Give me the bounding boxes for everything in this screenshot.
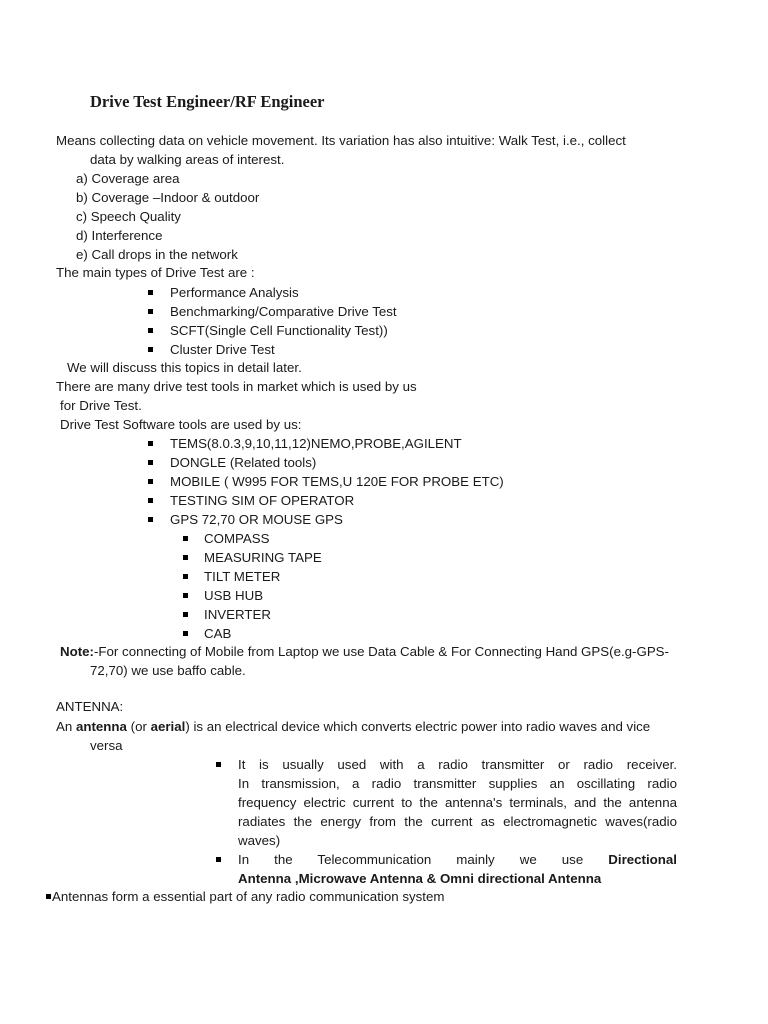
bullet-square-icon [148, 441, 153, 446]
types-heading: The main types of Drive Test are : [56, 265, 255, 280]
bullet-square-icon [148, 479, 153, 484]
discuss-later-line: We will discuss this topics in detail later. [67, 360, 302, 375]
software-tool-item: MOBILE ( W995 FOR TEMS,U 120E FOR PROBE ETC) [170, 474, 504, 489]
accessory-item: COMPASS [204, 531, 270, 546]
bullet-square-icon [183, 593, 188, 598]
bullet-square-icon [148, 460, 153, 465]
antenna-bullet-2-line [238, 850, 677, 869]
antenna-bullet-2-line-2: Antenna ,Microwave Antenna & Omni directional Antenna [238, 871, 602, 886]
antenna-closing-line: Antennas form a essential part of any radio communication system [52, 889, 445, 904]
bullet-2-bold: Directional [608, 852, 677, 867]
antenna-bullet-1-line: waves) [238, 833, 281, 848]
page-title: Drive Test Engineer/RF Engineer [90, 92, 325, 111]
accessory-item: MEASURING TAPE [204, 550, 322, 565]
bullet-square-icon [183, 612, 188, 617]
bullet-square-icon [148, 290, 153, 295]
accessory-item: USB HUB [204, 588, 264, 603]
antenna-bullet-1-line: frequency electric current to the antenna's terminals, and the antenna [238, 795, 677, 810]
antenna-heading: ANTENNA: [56, 699, 124, 714]
note-label: Note: [60, 644, 94, 659]
software-tool-item: DONGLE (Related tools) [170, 455, 317, 470]
note-line-1 [60, 643, 669, 661]
type-item: Cluster Drive Test [170, 342, 275, 357]
criteria-item: d) Interference [76, 228, 163, 243]
criteria-item: c) Speech Quality [76, 209, 181, 224]
note-line-2: 72,70) we use baffo cable. [90, 663, 246, 678]
criteria-item: e) Call drops in the network [76, 247, 238, 262]
accessory-item: INVERTER [204, 607, 271, 622]
type-item: SCFT(Single Cell Functionality Test)) [170, 323, 388, 338]
software-tool-item: TESTING SIM OF OPERATOR [170, 493, 355, 508]
bullet-square-icon [148, 517, 153, 522]
antenna-definition-line-2: versa [90, 738, 123, 753]
antenna-bullet-1-line: It is usually used with a radio transmitter or radio receiver. [238, 757, 677, 772]
bullet-square-icon [148, 328, 153, 333]
bullet-square-icon [216, 857, 221, 862]
type-item: Performance Analysis [170, 285, 299, 300]
bullet-square-icon [183, 555, 188, 560]
tools-line-2: for Drive Test. [60, 398, 142, 413]
criteria-item: b) Coverage –Indoor & outdoor [76, 190, 260, 205]
antenna-bullet-1-line: In transmission, a radio transmitter supplies an oscillating radio [238, 776, 677, 791]
bullet-2-text: In the Telecommunication mainly we use [238, 852, 609, 867]
antenna-definition [56, 718, 650, 736]
software-tool-item: TEMS(8.0.3,9,10,11,12)NEMO,PROBE,AGILENT [170, 436, 462, 451]
intro-line-2: data by walking areas of interest. [90, 152, 285, 167]
antenna-bullet-1-line: radiates the energy from the current as electromagnetic waves(radio [238, 814, 677, 829]
tools-line-1: There are many drive test tools in market which is used by us [56, 379, 417, 394]
bullet-square-icon [148, 347, 153, 352]
def-term-aerial: aerial [150, 719, 186, 734]
bullet-square-icon [46, 894, 51, 899]
accessory-item: CAB [204, 626, 232, 641]
criteria-item: a) Coverage area [76, 171, 180, 186]
bullet-square-icon [183, 574, 188, 579]
software-heading: Drive Test Software tools are used by us: [60, 417, 302, 432]
bullet-square-icon [183, 631, 188, 636]
bullet-square-icon [183, 536, 188, 541]
bullet-square-icon [148, 309, 153, 314]
def-text: (or [126, 719, 151, 734]
type-item: Benchmarking/Comparative Drive Test [170, 304, 397, 319]
def-term-antenna: antenna [75, 719, 127, 734]
software-tool-item: GPS 72,70 OR MOUSE GPS [170, 512, 343, 527]
def-text: An [56, 719, 76, 734]
intro-line-1: Means collecting data on vehicle movement. Its variation has also intuitive: Walk Test, i.e., collect [56, 133, 626, 148]
bullet-square-icon [216, 762, 221, 767]
bullet-square-icon [148, 498, 153, 503]
accessory-item: TILT METER [204, 569, 281, 584]
def-text: ) is an electrical device which converts electric power into radio waves and vice [185, 719, 651, 734]
note-text: -For connecting of Mobile from Laptop we use Data Cable & For Connecting Hand GPS(e.g-GPS- [93, 644, 669, 659]
